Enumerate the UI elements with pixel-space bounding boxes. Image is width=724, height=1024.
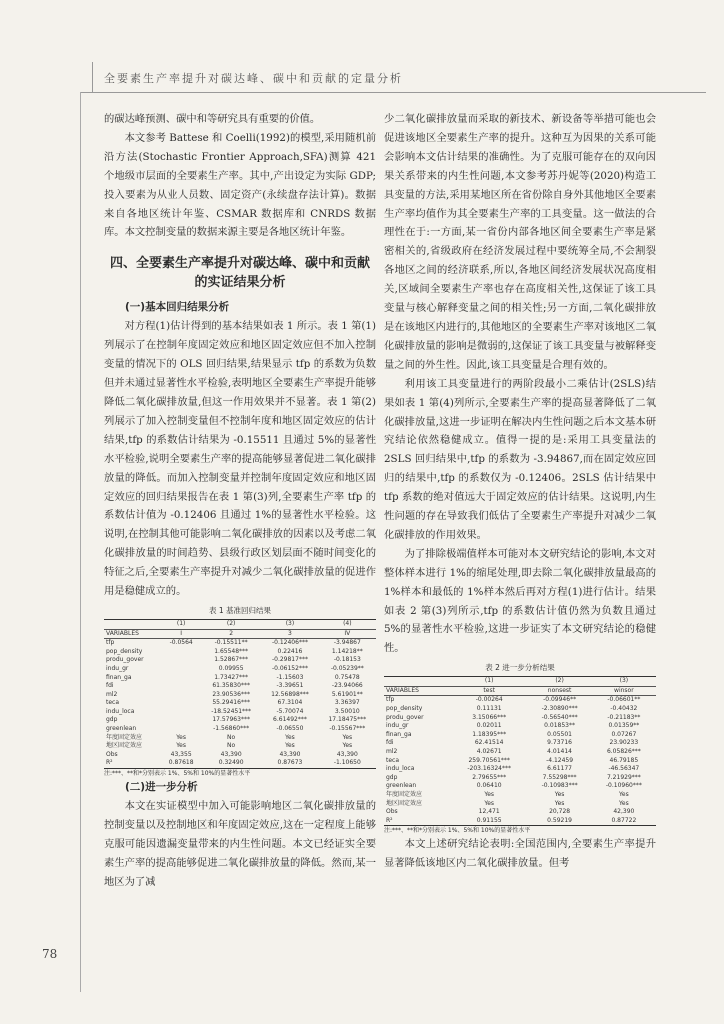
table-cell: 0.87722 [592,817,656,826]
table-cell: -2.30890*** [541,705,578,713]
table-row [384,782,656,791]
table-cell: test [451,686,528,696]
table-row [384,705,656,714]
table-cell: (1) [451,677,528,687]
table-cell: Yes [285,742,295,750]
table-cell: VARIABLES [104,629,161,639]
table-cell [384,677,451,687]
table-cell: 1.52867*** [214,656,249,664]
table-cell: -0.10983*** [541,782,578,790]
table-cell: indu_loca [106,707,135,715]
table-cell: teca [106,699,120,707]
table-cell: pop_density [106,647,143,655]
table-row [384,722,656,731]
table-cell: -203.16324*** [467,765,511,773]
table-cell: 17.18475*** [328,716,367,724]
table-cell: Yes [484,799,495,807]
table-cell: -46.56347 [608,765,640,773]
paragraph: 利用该工具变量进行的两阶段最小二乘估计(2SLS)结果如表 1 第(4)列所示,全要素生产率的提高显著降低了二氧化碳排放量,这进一步证明在解决内生性问题之后本文基本研究结论依然稳健成立。值得一提的是:采用工具变量法的 2SLS 回归结果中,tfp 的系数为 -3.94867,而在固定效应回归的结果中,tfp 的系数仅为 -0.12406。2SLS 估计结果中 tfp 系数的绝对值远大于固定效应的估计结果。这说明,内生性问题的存在导致我们低估了全要素生产率提升对减少二氧化碳排放的作用效果。 [384,377,656,541]
table-cell: greenlean [386,782,417,790]
table-header-row [384,686,656,696]
table-cell: 23.90233 [609,739,639,747]
table-cell: 43,390 [279,750,301,758]
table-cell: 43,390 [220,750,242,758]
table-cell [161,699,201,708]
table-cell: Yes [554,791,565,798]
table-row [384,817,656,826]
table-cell: -4.12459 [546,756,574,764]
table-cell: (1) [161,619,201,629]
table-cell: 1.14218** [331,647,363,655]
table-cell: 0.01359** [608,722,640,730]
table-cell: 67.3104 [277,699,303,707]
table-cell: winsor [592,686,656,696]
table-cell: -23.94066 [331,682,363,690]
table-cell: 0.01853** [544,722,575,730]
margin-rule [80,92,81,992]
table-cell: 地区固定效应 [106,742,143,750]
table-row [104,742,376,751]
table-cell: -0.21183** [607,713,641,721]
table-cell: ml2 [386,748,398,756]
paragraph: 为了排除极端值样本可能对本文研究结论的影响,本文对整体样本进行 1%的缩尾处理,即去除二氧化碳排放量最高的 1%样本和最低的 1%样本然后再对方程(1)进行估计。结果如表 2 第(3)列所示,tfp 的系数估计值仍然为负数且通过 5%的显著性水平检验,这进一步证实了本文研究结论的稳健性。 [384,547,656,655]
table-cell: 43,390 [336,750,358,758]
table-cell: -0.12406*** [261,639,318,648]
table-cell: greenlean [106,725,137,733]
table-cell: -1.15603 [276,673,304,681]
table-row [104,708,376,717]
table-cell: 3 [261,629,318,639]
left-column [104,110,376,892]
table2 [384,676,656,826]
table-cell: 43,355 [170,750,192,758]
table-row [384,714,656,723]
table-cell: -0.0564 [161,639,201,648]
subsection-heading: (一)基本回归结果分析 [125,301,230,314]
table-cell: 7.21929*** [606,773,641,781]
table-row [384,739,656,748]
table-cell: -0.06601** [592,696,656,705]
table-cell: I [161,629,201,639]
table-cell: 259.70561*** [468,756,510,764]
table-row [384,808,656,817]
table-row [104,699,376,708]
table-cell: produ_gover [386,713,424,721]
table-cell: 0.91155 [451,817,528,826]
table-cell: 0.06410 [476,782,502,790]
table-header-row [104,629,376,639]
table-cell: 0.22416 [277,647,303,655]
table-cell: Yes [484,791,495,798]
table-cell: 46.79185 [609,756,639,764]
table-cell: -0.18153 [333,656,361,664]
table-cell [161,682,201,691]
table-cell: -0.06152*** [271,664,308,672]
table-cell: 0.11131 [476,705,502,713]
table-cell: 0.05501 [547,730,572,738]
table-cell: Yes [554,799,565,807]
paragraph: 少二氧化碳排放量而采取的新技术、新设备等举措可能也会促进该地区全要素生产率的提升。这种互为因果的关系可能会影响本文估计结果的准确性。为了克服可能存在的双向因果关系带来的内生性问题,本文参考苏丹妮等(2020)构造工具变量的方法,采用某地区所在省份除自身外其他地区全要素生产率均值作为其全要素生产率的工具变量。这一做法的合理性在于:一方面,某一省份内部各地区间全要素生产率是紧密相关的,省级政府在经济发展过程中要统筹全局,不会割裂各地区之间的经济联系,所以,各地区间经济发展状况高度相关,区域间全要素生产率也存在高度相关性,这保证了该工具变量与核心解释变量之间的相关性;另一方面,二氧化碳排放是在该地区内进行的,其他地区的全要素生产率对该地区二氧化碳排放量的影响是微弱的,这保证了该工具变量与被解释变量之间的外生性。因此,该工具变量是合理有效的。 [384,113,656,371]
table-row [384,731,656,740]
table-cell: 17.57963*** [212,716,250,724]
table-row [384,757,656,766]
paragraph: 本文参考 Battese 和 Coelli(1992)的模型,采用随机前沿方法(Stochastic Frontier Approach,SFA)测算 421 个地级市层面的全要素生产率。其中,产出设定为实际 GDP;投入要素为从业人员数、固定资产(永续盘存法计算)。数据来自各地区统计年鉴、CSMAR 数据库和 CNRDS 数据库。本文控制变量的数据来源主要是各地区统计年鉴。 [104,131,376,239]
table-row [104,759,376,768]
table-cell: gdp [106,716,118,724]
table-cell: 6.61177 [547,765,572,773]
table-cell: teca [386,756,400,764]
table-cell: 9.73716 [547,739,572,747]
table-cell: (3) [592,677,656,687]
table-row [104,648,376,657]
table-cell: 年度固定效应 [106,733,143,741]
table-row [384,774,656,783]
table-cell: fdi [386,739,394,747]
table-cell [161,691,201,700]
table-cell: ml2 [106,690,118,698]
table-cell: 0.07267 [611,730,637,738]
table-cell: 12,471 [478,808,500,816]
paragraph: 本文上述研究结论表明:全国范围内,全要素生产率提升显著降低该地区内二氧化碳排放量。但考 [384,838,656,870]
table-cell: indu_gr [106,664,129,672]
table-cell [161,674,201,683]
table-cell [161,648,201,657]
table-cell: -18.52451*** [211,707,252,715]
table-cell: gdp [386,773,398,781]
table1-caption: 表 1 基准回归结果 [208,605,272,615]
table-cell: 2 [201,629,261,639]
table1 [104,619,376,769]
table-cell: -0.15511** [201,639,261,648]
table-cell: 62.41514 [474,739,504,747]
table-row [104,751,376,760]
table-cell: -3.94867 [319,639,376,648]
table-cell: fdi [106,682,114,690]
table-cell: Yes [342,733,353,741]
table-cell: (2) [201,619,261,629]
table-cell: No [227,742,236,750]
table-cell: No [227,733,236,741]
table-cell: pop_density [386,705,423,713]
table-row [104,725,376,734]
paragraph: 本文在实证模型中加入可能影响地区二氧化碳排放量的控制变量以及控制地区和年度固定效应,这在一定程度上能够克服可能因遗漏变量带来的内生性问题。本文已经证实全要素生产率的提高能够促进二氧化碳排放量的降低。然而,某一地区为了减 [104,800,376,888]
table-cell [104,619,161,629]
subsection-heading: (二)进一步分析 [125,781,198,794]
table-cell: -0.10960*** [605,782,642,790]
table-cell: 3.36397 [334,699,360,707]
table-cell: tfp [104,639,161,648]
table-cell: tfp [384,696,451,705]
table-cell: produ_gover [106,656,144,664]
table-cell: (2) [527,677,591,687]
paragraph: 的碳达峰预测、碳中和等研究具有重要的价值。 [104,113,321,125]
table-cell: -1.10650 [319,759,376,768]
table-cell [161,725,201,734]
table-row [104,639,376,648]
table-cell: VARIABLES [384,686,451,696]
table2-caption: 表 2 进一步分析结果 [485,663,555,673]
table-cell: 3.50010 [334,707,360,715]
table-cell: 1.18395*** [472,730,507,738]
table-cell: 0.87673 [261,759,318,768]
table-cell: 0.32490 [201,759,261,768]
table-cell: 5.61901** [331,690,363,698]
table-row [104,691,376,700]
table-cell: 6.61492*** [273,716,307,724]
table-header-row [104,619,376,629]
table-cell: finan_ga [106,673,132,681]
table-cell: -0.40432 [610,705,638,713]
table-cell: -5.70074 [276,707,304,715]
table-cell: Yes [619,799,629,807]
table-cell: 0.59219 [527,817,591,826]
table-cell: nonsest [527,686,591,696]
table-cell: -0.56540*** [541,713,578,721]
paragraph: 对方程(1)估计得到的基本结果如表 1 所示。表 1 第(1)列展示了在控制年度固定效应和地区固定效应但不加入控制变量的情况下的 OLS 回归结果,结果显示 tfp 的系数为负数但并未通过显著性水平检验,表明地区全要素生产率提升能够降低二氧化碳排放量,但这一作用效果并不显著。表 1 第(2)列展示了加入控制变量但不控制年度和地区固定效应的估计结果,tfp 的系数估计结果为 -0.15511 且通过 5%的显著性水平检验,说明全要素生产率的提高能够显著促进二氧化碳排放量的降低。而加入控制变量并控制年度固定效应和地区固定效应的回归结果报告在表 1 第(3)列,全要素生产率 tfp 的系数估计值为 -0.12406 且通过 1%的显著性水平检验。这说明,在控制其他可能影响二氧化碳排放的因素以及考虑二氧化碳排放量的时间趋势、县级行政区划层面不随时间变化的特征之后,全要素生产率提升对减少二氧化碳排放量的促进作用是稳健成立的。 [104,320,376,598]
table-cell [161,665,201,674]
table2-note: 注:***、**和*分别表示 1%、5%和 10%的显著性水平 [384,827,531,835]
table-cell: Yes [619,791,629,798]
table-cell: 6.05826*** [606,748,641,756]
table-cell: 年度固定效应 [386,791,423,798]
table-cell: 55.29416*** [212,699,250,707]
table-row [384,748,656,757]
table-row [104,734,376,743]
table-cell: Yes [176,742,186,750]
table-cell: finan_ga [386,730,412,738]
table-cell: 0.87618 [161,759,201,768]
table-cell: 3.15066*** [472,713,507,721]
table-row [104,656,376,665]
table-cell: 42,390 [613,808,635,816]
table-cell: Yes [176,733,186,741]
table-row [384,800,656,809]
table-cell: -3.39651 [276,682,304,690]
table-cell: -0.05239** [330,664,364,672]
table-cell: Yes [285,733,295,741]
table-cell: IV [319,629,376,639]
table-row [104,674,376,683]
table-cell: -0.09946** [527,696,591,705]
table-cell [161,716,201,725]
table-row [104,682,376,691]
table-header-row [384,677,656,687]
table-cell: (3) [261,619,318,629]
table-cell: 7.55298*** [542,773,577,781]
right-column [384,110,656,873]
table1-note: 注:***、**和*分别表示 1%、5%和 10%的显著性水平 [104,770,251,778]
table-cell: 1.73427*** [214,673,249,681]
table-cell [161,708,201,717]
table-cell: 4.02671 [476,748,502,756]
table-cell: 0.09955 [218,664,244,672]
table-cell: Obs [386,808,398,816]
table-cell: indu_loca [386,765,415,773]
table-cell: 61.35830*** [212,682,250,690]
table-cell: 23.90536*** [212,690,250,698]
table-row [384,791,656,800]
table-row [104,716,376,725]
table-cell: (4) [319,619,376,629]
table-cell: 1.65548*** [214,647,249,655]
table-cell: -0.06550 [276,725,304,733]
table-cell: Obs [106,750,118,758]
table-cell: Yes [342,742,353,750]
table-cell: 地区固定效应 [386,799,423,807]
page-number: 78 [42,947,58,961]
table-row [384,696,656,705]
table-cell [161,656,201,665]
table-cell: 4.01414 [547,748,572,756]
table-cell: 12.56898*** [271,690,309,698]
table-cell: 0.02011 [476,722,502,730]
table-row [384,765,656,774]
table-cell: -0.29817*** [271,656,308,664]
table-cell: -0.15567*** [329,725,366,733]
table-row [104,665,376,674]
table-cell: -1.56860*** [213,725,250,733]
table-cell: 2.79655*** [472,773,507,781]
table-cell: 0.75478 [334,673,360,681]
section-heading: 四、全要素生产率提升对碳达峰、碳中和贡献的实证结果分析 [109,256,370,291]
header-corner-mark [80,62,93,92]
table-cell: R² [104,759,161,768]
table-cell: -0.00264 [451,696,528,705]
table-cell: 20,728 [549,808,571,816]
table-cell: indu_gr [386,722,409,730]
running-title: 全要素生产率提升对碳达峰、碳中和贡献的定量分析 [104,72,403,85]
header-rule [80,92,706,93]
table-cell: R² [384,817,451,826]
